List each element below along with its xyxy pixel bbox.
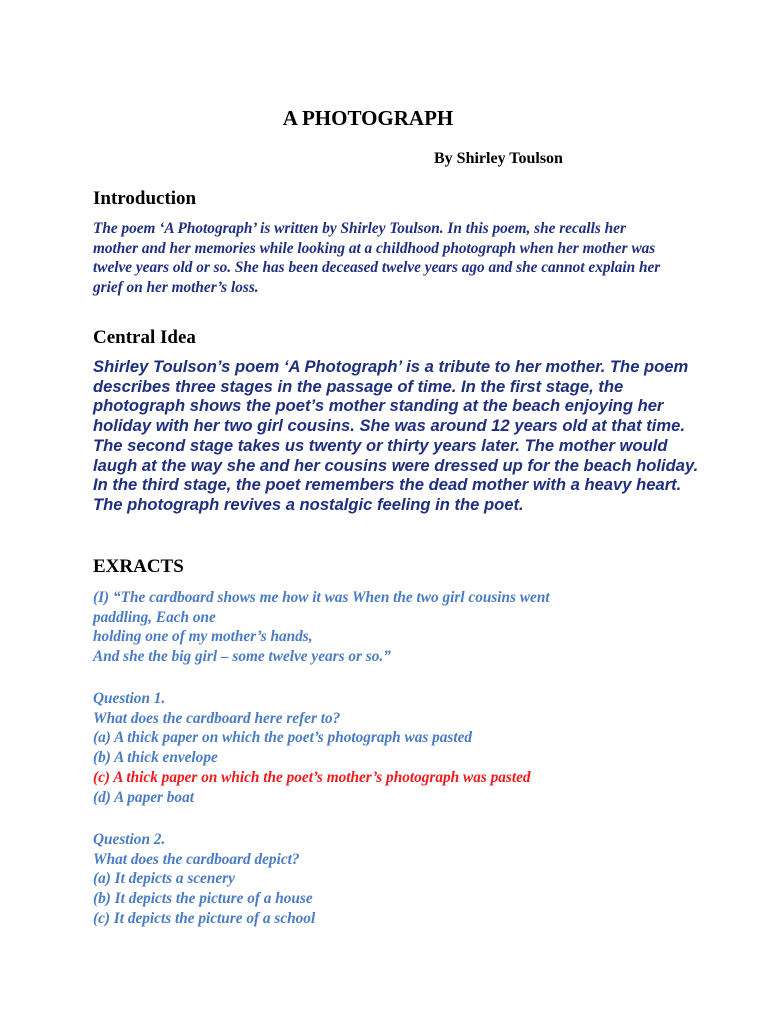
document-author: By Shirley Toulson bbox=[434, 150, 563, 167]
correct-answer-option: (c) A thick paper on which the poet’s mother’s photograph was pasted bbox=[93, 768, 531, 786]
passage-line: (I) “The cardboard shows me how it was When the two girl cousins went bbox=[93, 589, 550, 606]
passage-line: paddling, Each one bbox=[93, 608, 216, 626]
extracts-heading: EXRACTS bbox=[93, 556, 184, 577]
question-prompt: What does the cardboard depict? bbox=[93, 850, 300, 868]
passage-line: And she the big girl – some twelve years or so.” bbox=[93, 648, 391, 666]
central-idea-text: Shirley Toulson’s poem ‘A Photograph’ is a tribute to her mother. The poem describes three stages in the passage of time. In the first stage, the photograph shows the poet’s mother standing at the beach enjoying her holiday with her two girl cousins. She was around 12 years old at that time. The second stage takes us twenty or thirty years later. The mother would laugh at the way she and her cousins were dressed up for the beach holiday. In the third stage, the poet remembers the dead mother with a heavy heart. The photograph revives a nostalgic feeling in the poet. bbox=[93, 357, 699, 514]
central-idea-heading: Central Idea bbox=[93, 327, 196, 348]
question-prompt: What does the cardboard here refer to? bbox=[93, 709, 341, 727]
answer-option: (b) It depicts the picture of a house bbox=[93, 890, 313, 908]
passage-line: holding one of my mother’s hands, bbox=[93, 628, 313, 646]
extract-passage bbox=[93, 588, 693, 667]
answer-option: (a) A thick paper on which the poet’s photograph was pasted bbox=[93, 729, 473, 747]
answer-option: (c) It depicts the picture of a school bbox=[93, 909, 316, 927]
question-label: Question 1. bbox=[93, 690, 166, 707]
introduction-heading: Introduction bbox=[93, 188, 197, 209]
introduction-text: The poem ‘A Photograph’ is written by Shirley Toulson. In this poem, she recalls her mother and her memories while looking at a childhood photograph when her mother was twelve years old or so. She has been deceased twelve years ago and she cannot explain her grief on her mother’s loss. bbox=[93, 220, 661, 297]
answer-option: (a) It depicts a scenery bbox=[93, 870, 235, 888]
question-2 bbox=[93, 830, 693, 929]
answer-option: (b) A thick envelope bbox=[93, 749, 218, 767]
question-1 bbox=[93, 689, 693, 807]
question-label: Question 2. bbox=[93, 831, 166, 848]
answer-option: (d) A paper boat bbox=[93, 788, 194, 806]
document-title: A PHOTOGRAPH bbox=[282, 106, 454, 130]
